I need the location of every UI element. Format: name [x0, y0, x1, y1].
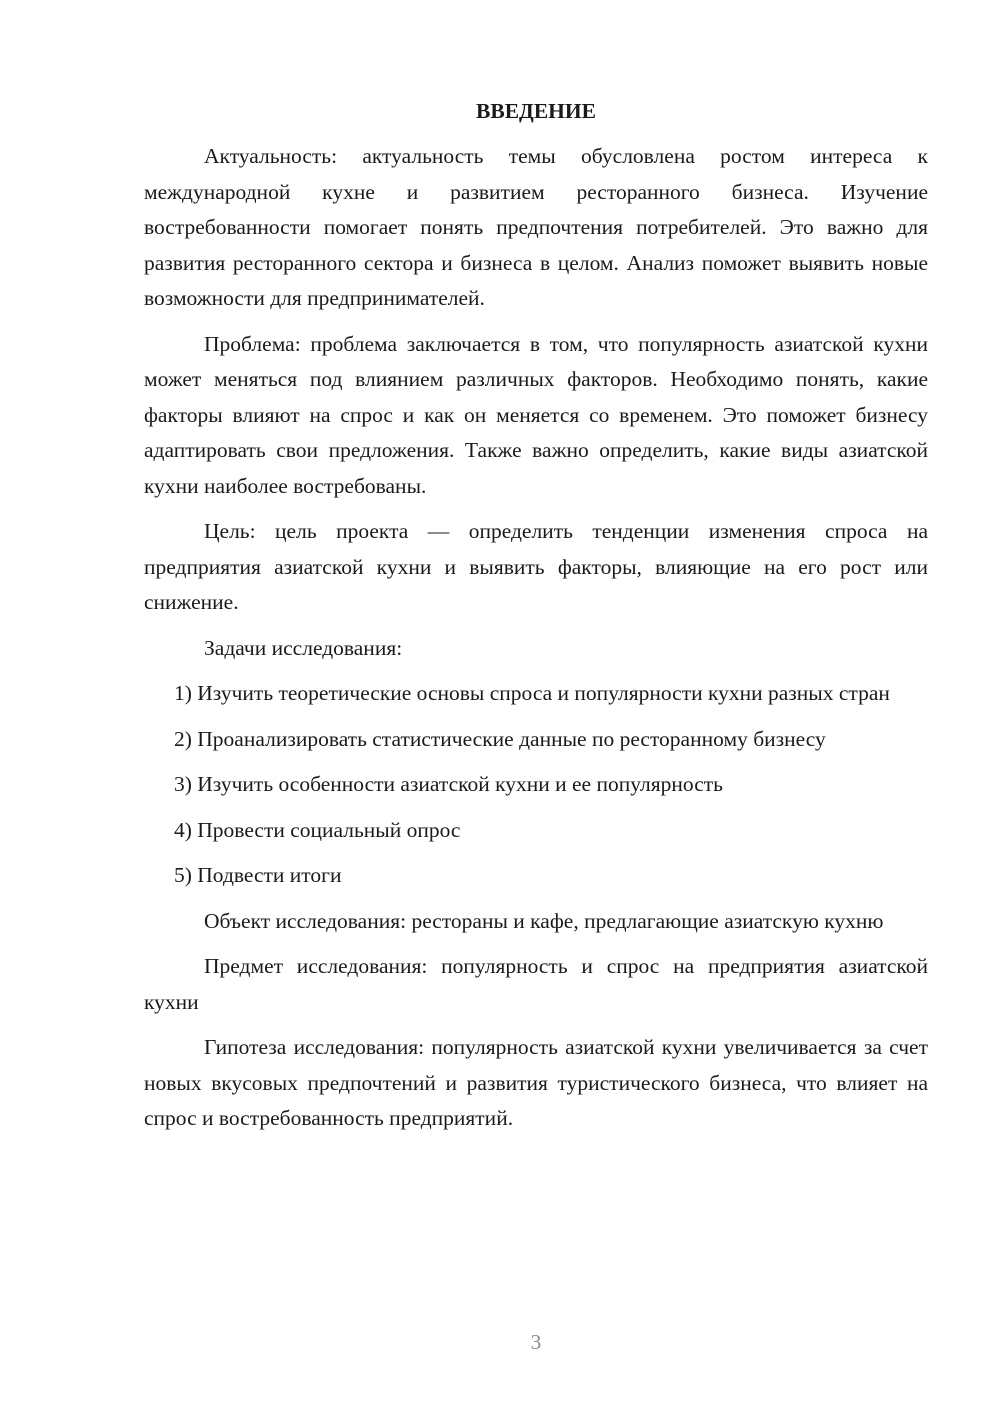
paragraph-problem: Проблема: проблема заключается в том, что популярность азиатской кухни может меняться под влиянием различных факторов. Необходимо понять, какие факторы влияют на спрос и как он меняется со временем. Это поможет бизнесу адаптировать свои предложения. Также важно определить, какие виды азиатской кухни наиболее востребованы. [144, 331, 928, 498]
document-body [144, 94, 928, 1147]
paragraph-subject: Предмет исследования: популярность и спрос на предприятия азиатской кухни [144, 954, 928, 1014]
task-item-3: 3) Изучить особенности азиатской кухни и ее популярность [174, 772, 723, 796]
section-title: ВВЕДЕНИЕ [476, 99, 596, 123]
paragraph-object: Объект исследования: рестораны и кафе, предлагающие азиатскую кухню [204, 908, 884, 933]
tasks-heading: Задачи исследования: [204, 635, 403, 660]
paragraph-hypothesis: Гипотеза исследования: популярность азиатской кухни увеличивается за счет новых вкусовых предпочтений и развития туристического бизнеса, что влияет на спрос и востребованность предприятий. [144, 1035, 928, 1130]
page-number: 3 [530, 1330, 542, 1354]
task-item-1: 1) Изучить теоретические основы спроса и популярности кухни разных стран [174, 681, 890, 705]
paragraph-goal: Цель: цель проекта — определить тенденции изменения спроса на предприятия азиатской кухни и выявить факторы, влияющие на его рост или снижение. [144, 519, 928, 614]
task-item-5: 5) Подвести итоги [174, 863, 342, 887]
task-item-2: 2) Проанализировать статистические данные по ресторанному бизнесу [174, 726, 826, 751]
paragraph-actuality: Актуальность: актуальность темы обусловлена ростом интереса к международной кухне и развитием ресторанного бизнеса. Изучение востребованности помогает понять предпочтения потребителей. Это важно для развития ресторанного сектора и бизнеса в целом. Анализ поможет выявить новые возможности для предпринимателей. [144, 144, 928, 310]
task-item-4: 4) Провести социальный опрос [174, 817, 461, 842]
